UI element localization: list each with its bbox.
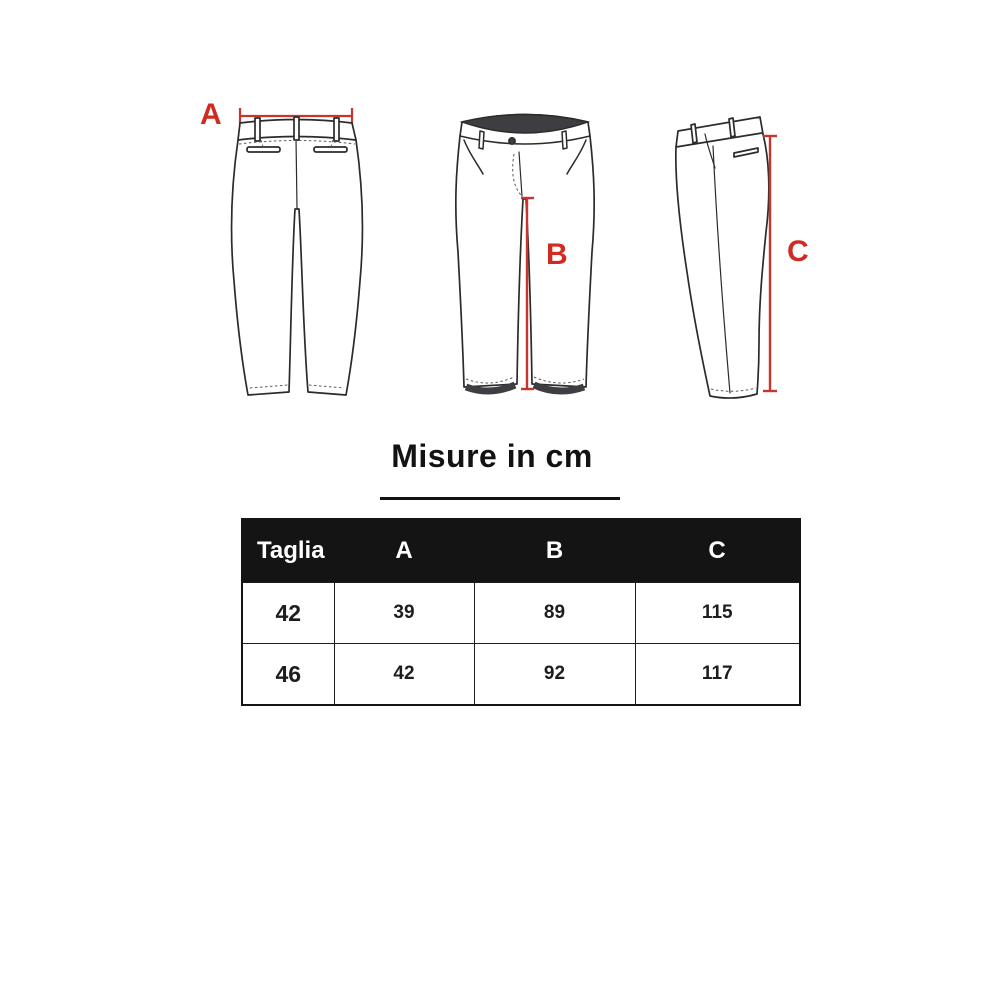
header-c: C (635, 519, 800, 583)
size-table (241, 518, 801, 706)
table-row-size-46 (242, 644, 800, 706)
cell-a: 39 (334, 583, 474, 644)
cell-size: 42 (242, 583, 334, 644)
pants-back-view-drawing (195, 95, 370, 405)
measure-label-c: C (787, 235, 809, 268)
size-table-header-row (242, 519, 800, 583)
cell-c: 115 (635, 583, 800, 644)
cell-c: 117 (635, 644, 800, 706)
table-row-size-42 (242, 583, 800, 644)
page-title: Misure in cm (391, 438, 593, 474)
cell-b: 89 (474, 583, 635, 644)
cell-size: 46 (242, 644, 334, 706)
cell-b: 92 (474, 644, 635, 706)
cell-a: 42 (334, 644, 474, 706)
title-underline (380, 497, 620, 500)
header-a: A (334, 519, 474, 583)
measure-label-b: B (546, 238, 568, 271)
header-taglia: Taglia (242, 519, 334, 583)
pants-front-view-drawing (450, 100, 600, 400)
measure-label-a: A (200, 98, 222, 131)
header-b: B (474, 519, 635, 583)
